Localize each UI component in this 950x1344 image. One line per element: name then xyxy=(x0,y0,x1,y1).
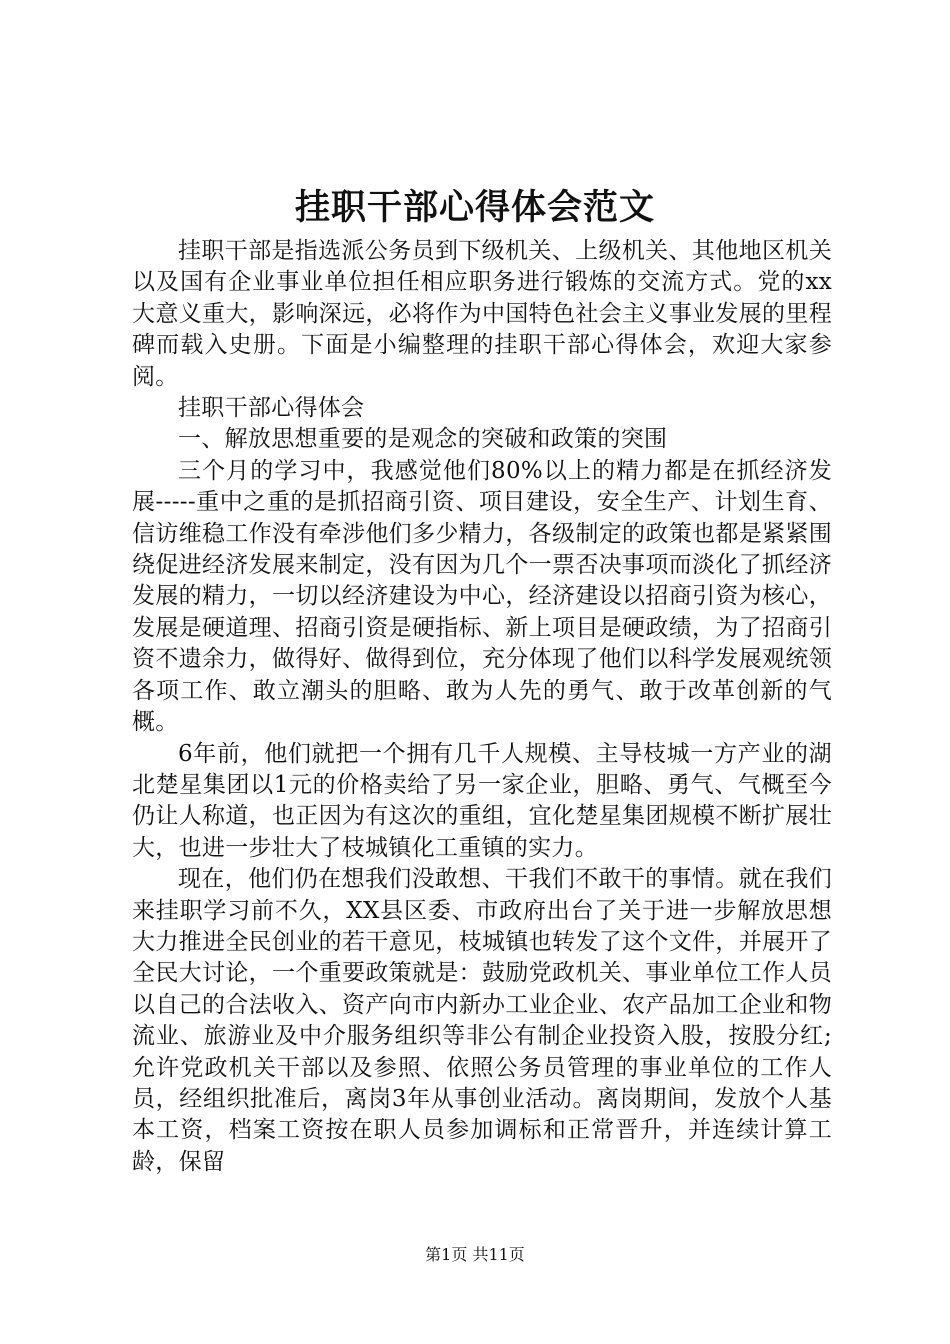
paragraph-economy: 三个月的学习中，我感觉他们80%以上的精力都是在抓经济发展-----重中之重的是抓招商引资、项目建设，安全生产、计划生育、信访维稳工作没有牵涉他们多少精力，各级制定的政策也都是紧紧围绕促进经济发展来制定，没有因为几个一票否决事项而淡化了抓经济发展的精力，一切以经济建设为中心，经济建设以招商引资为核心，发展是硬道理、招商引资是硬指标、新上项目是硬政绩，为了招商引资不遗余力，做得好、做得到位，充分体现了他们以科学发展观统领各项工作、敢立潮头的胆略、敢为人先的勇气、敢于改革创新的气概。 xyxy=(132,457,832,736)
paragraph-current-policy: 现在，他们仍在想我们没敢想、干我们不敢干的事情。就在我们来挂职学习前不久，XX县区委、市政府出台了关于进一步解放思想大力推进全民创业的若干意见，枝城镇也转发了这个文件，并展开了全民大讨论，一个重要政策就是：鼓励党政机关、事业单位工作人员以自己的合法收入、资产向市内新办工业企业、农产品加工企业和物流业、旅游业及中介服务组织等非公有制企业投资入股，按股分红;允许党政机关干部以及参照、依照公务员管理的事业单位的工作人员，经组织批准后，离岗3年从事创业活动。离岗期间，发放个人基本工资，档案工资按在职人员参加调标和正常晋升，并连续计算工龄，保留 xyxy=(132,866,832,1175)
section-heading-1: 一、解放思想重要的是观念的突破和政策的突围 xyxy=(178,426,668,453)
document-title: 挂职干部心得体会范文 xyxy=(294,187,655,228)
paragraph-subtitle: 挂职干部心得体会 xyxy=(178,395,365,422)
page-footer: 第1页 共11页 xyxy=(425,1245,525,1264)
paragraph-chuxing-group: 6年前，他们就把一个拥有几千人规模、主导枝城一方产业的湖北楚星集团以1元的价格卖给了另一家企业，胆略、勇气、气概至今仍让人称道，也正因为有这次的重组，宜化楚星集团规模不断扩展壮大，也进一步壮大了枝城镇化工重镇的实力。 xyxy=(132,740,832,861)
document-body xyxy=(132,236,832,1178)
paragraph-intro: 挂职干部是指选派公务员到下级机关、上级机关、其他地区机关以及国有企业事业单位担任相应职务进行锻炼的交流方式。党的xx大意义重大，影响深远，必将作为中国特色社会主义事业发展的里程碑而载入史册。下面是小编整理的挂职干部心得体会，欢迎大家参阅。 xyxy=(132,238,832,390)
